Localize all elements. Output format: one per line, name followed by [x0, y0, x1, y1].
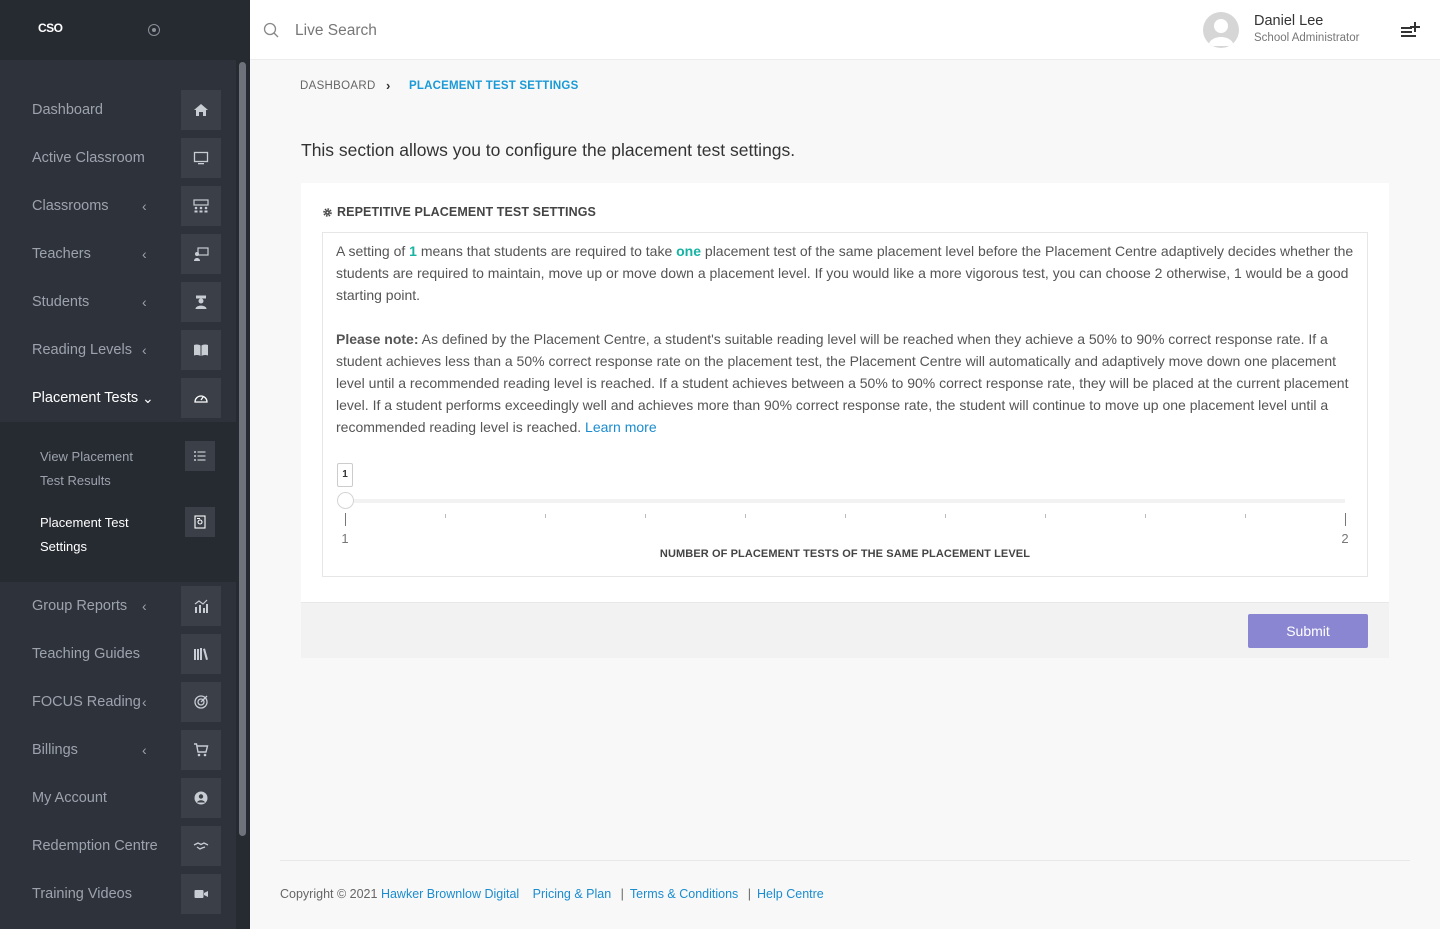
sidebar-top: [0, 0, 250, 60]
terms-link[interactable]: Terms & Conditions: [629, 887, 739, 901]
chevron-left-icon: ‹: [142, 198, 147, 214]
breadcrumb-chevron-icon: ›: [386, 78, 391, 93]
sidebar-item-label: Dashboard: [32, 102, 103, 118]
home-icon: [181, 90, 221, 130]
sidebar-item-reading-levels[interactable]: [0, 326, 236, 374]
sidebar-item-my-account[interactable]: [0, 774, 236, 822]
sidebar-item-label: Redemption Centre: [32, 838, 158, 854]
submit-button[interactable]: Submit: [1248, 614, 1368, 648]
card-title: [322, 205, 596, 219]
sidebar: [0, 0, 250, 929]
chart-icon: [181, 586, 221, 626]
settings-doc-icon: [185, 507, 215, 537]
slider-tick: [545, 514, 546, 518]
sidebar-item-label: Teachers: [32, 246, 91, 262]
sidebar-scrollbar[interactable]: [236, 60, 250, 929]
chevron-down-icon: ⌄: [142, 390, 154, 406]
slider-tick: [745, 514, 746, 518]
settings-card: [301, 183, 1389, 658]
page-intro: This section allows you to configure the placement test settings.: [301, 140, 796, 160]
user-name[interactable]: Daniel Lee: [1254, 13, 1324, 29]
search-input[interactable]: [295, 18, 595, 44]
sidebar-item-label: Students: [32, 294, 90, 310]
sidebar-item-redemption-centre[interactable]: [0, 822, 236, 870]
slider-tick: [945, 514, 946, 518]
monitor-icon: [181, 138, 221, 178]
chevron-left-icon: ‹: [142, 294, 147, 310]
classroom-icon: [181, 186, 221, 226]
description-paragraph: [336, 240, 1356, 306]
company-link[interactable]: Hawker Brownlow Digital: [380, 887, 520, 901]
chevron-left-icon: ‹: [142, 246, 147, 262]
highlight-number: 1: [409, 243, 417, 259]
chevron-left-icon: ‹: [142, 694, 147, 710]
placement-tests-slider[interactable]: [341, 463, 1349, 563]
slider-track[interactable]: [345, 499, 1345, 503]
description-text: means that students are required to take: [416, 243, 677, 259]
chevron-left-icon: ‹: [142, 598, 147, 614]
sidebar-item-group-reports[interactable]: [0, 582, 236, 630]
gauge-icon: [181, 378, 221, 418]
sidebar-item-students[interactable]: [0, 278, 236, 326]
sidebar-scrollbar-thumb[interactable]: [239, 62, 246, 836]
note-text: As defined by the Placement Centre, a student's suitable reading level will be reached when they achieve a 50% to 90% correct response rate. If a student achieves less than a 50% correct response rate on the placement test, the Placement Centre will automatically and adaptively move down one placement level until a recommended reading level is reached. If a student achieves between a 50% to 90% correct response rate, they will be placed at the current placement level. If a student performs exceedingly well and achieves more than 90% correct response rate, the student will continue to move up one placement level until a recommended reading level is reached.: [336, 331, 1349, 435]
user-circle-icon: [181, 778, 221, 818]
sidebar-item-label: Active Classroom: [32, 150, 145, 166]
avatar[interactable]: [1203, 12, 1239, 48]
slider-tick: [1345, 513, 1346, 526]
logo[interactable]: CSO: [38, 21, 63, 35]
sidebar-item-teaching-guides[interactable]: [0, 630, 236, 678]
card-title-text: REPETITIVE PLACEMENT TEST SETTINGS: [337, 205, 596, 219]
teacher-icon: [181, 234, 221, 274]
sidebar-item-label: Training Videos: [32, 886, 132, 902]
chevron-left-icon: ‹: [142, 342, 147, 358]
playlist-add-icon[interactable]: [1400, 21, 1420, 39]
student-icon: [181, 282, 221, 322]
settings-panel: [322, 232, 1368, 577]
slider-tick: [1045, 514, 1046, 518]
sidebar-item-billings[interactable]: [0, 726, 236, 774]
sidebar-menu: [0, 60, 236, 918]
note-label: Please note:: [336, 331, 419, 347]
footer-separator: |: [747, 887, 752, 901]
sidebar-item-classrooms[interactable]: [0, 182, 236, 230]
sidebar-item-placement-tests[interactable]: [0, 374, 236, 422]
note-paragraph: [336, 328, 1356, 438]
footer-divider: [280, 860, 1410, 861]
footer-separator: |: [620, 887, 624, 901]
slider-value-label: 1: [337, 463, 353, 487]
breadcrumb: [300, 78, 579, 93]
slider-tick: [1245, 514, 1246, 518]
sidebar-item-teachers[interactable]: [0, 230, 236, 278]
pricing-link[interactable]: Pricing & Plan: [532, 887, 612, 901]
slider-tick: [445, 514, 446, 518]
page-footer: [280, 887, 824, 901]
description-text: placement test of the same placement level before the Placement Centre adaptively decides whether the students are required to maintain, move up or move down a placement level. If you would like a more vigorous test, you can choose 2 otherwise, 1 would be a good starting point.: [336, 243, 1354, 303]
sidebar-item-label: Group Reports: [32, 598, 128, 614]
slider-tick: [1145, 514, 1146, 518]
slider-max-label: 2: [1341, 531, 1349, 546]
book-icon: [181, 330, 221, 370]
search-icon[interactable]: [263, 22, 279, 38]
sidebar-subitem-view-results[interactable]: View Placement Test Results: [40, 449, 133, 488]
sidebar-item-label: My Account: [32, 790, 107, 806]
breadcrumb-dashboard[interactable]: DASHBOARD: [300, 80, 376, 92]
highlight-word: one: [676, 243, 702, 259]
target-icon: [181, 682, 221, 722]
slider-axis-label: NUMBER OF PLACEMENT TESTS OF THE SAME PLACEMENT LEVEL: [659, 548, 1031, 560]
sidebar-subitem-placement-test-settings[interactable]: Placement Test Settings: [40, 515, 129, 554]
sidebar-toggle-icon[interactable]: [148, 24, 160, 36]
description-text: A setting of: [336, 243, 410, 259]
chevron-left-icon: ‹: [142, 742, 147, 758]
sidebar-item-label: Teaching Guides: [32, 646, 141, 662]
sidebar-item-focus-reading[interactable]: [0, 678, 236, 726]
books-icon: [181, 634, 221, 674]
placement-tests-submenu: [0, 422, 236, 582]
sidebar-item-training-videos[interactable]: [0, 870, 236, 918]
gear-icon: [322, 207, 333, 218]
cart-icon: [181, 730, 221, 770]
user-role: School Administrator: [1254, 32, 1360, 44]
sidebar-item-label: Billings: [32, 742, 78, 758]
card-footer: [301, 602, 1389, 658]
top-header: [250, 0, 1440, 60]
slider-min-label: 1: [341, 531, 349, 546]
list-icon: [185, 441, 215, 471]
learn-more-link[interactable]: Learn more: [585, 419, 657, 435]
copyright-text: Copyright © 2021: [280, 887, 381, 901]
sidebar-item-label: FOCUS Reading: [32, 694, 141, 710]
slider-handle[interactable]: [337, 492, 354, 509]
sidebar-item-label: Classrooms: [32, 198, 109, 214]
sidebar-item-active-classroom[interactable]: [0, 134, 236, 182]
slider-tick: [845, 514, 846, 518]
help-link[interactable]: Help Centre: [757, 887, 824, 901]
handshake-icon: [181, 826, 221, 866]
slider-tick: [645, 514, 646, 518]
video-icon: [181, 874, 221, 914]
slider-tick: [345, 513, 346, 526]
sidebar-item-dashboard[interactable]: [0, 86, 236, 134]
breadcrumb-current: PLACEMENT TEST SETTINGS: [409, 80, 579, 92]
sidebar-item-label: Reading Levels: [32, 342, 132, 358]
sidebar-item-label: Placement Tests: [32, 390, 139, 406]
